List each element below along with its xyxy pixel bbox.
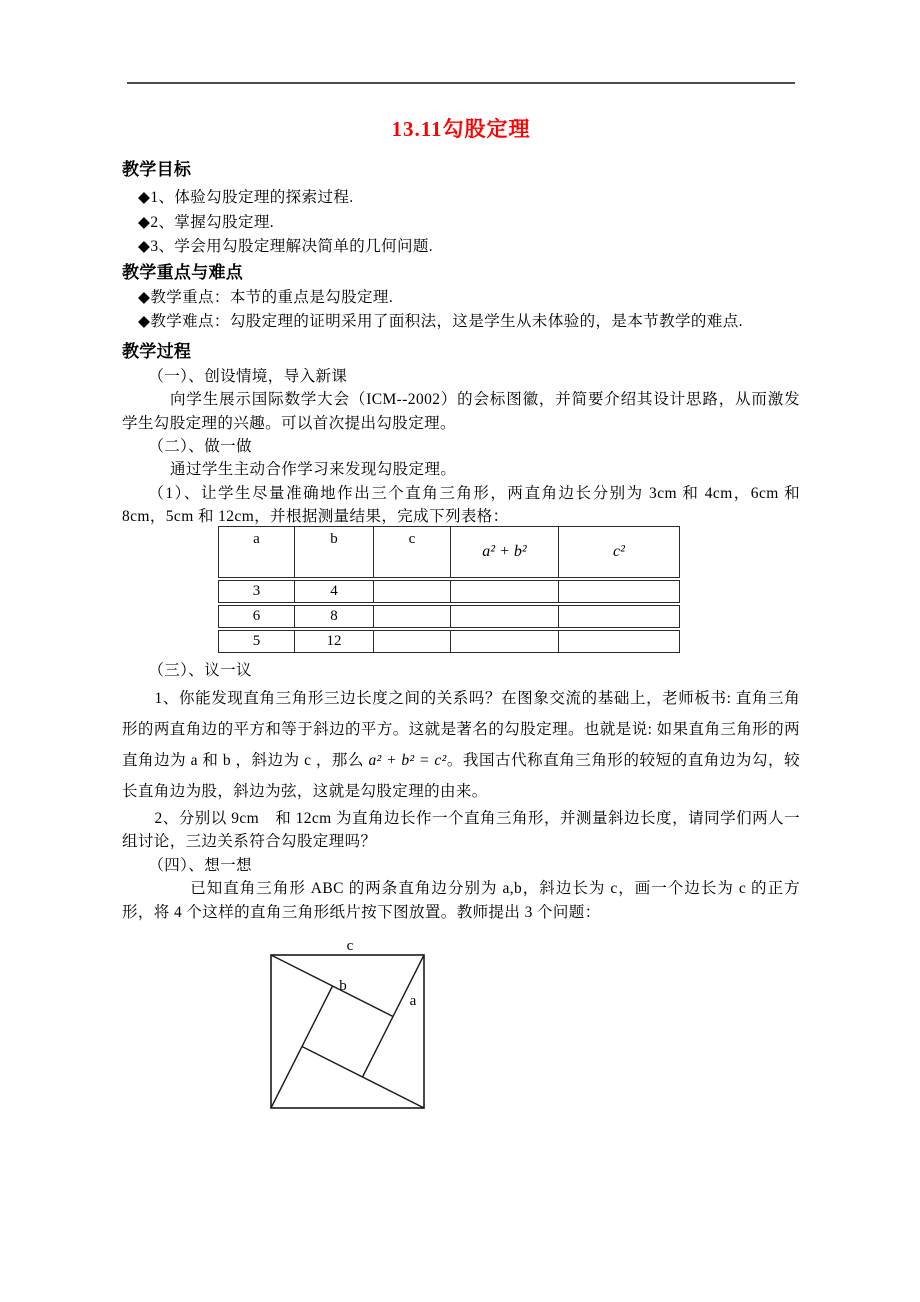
table-cell <box>559 579 680 604</box>
measurement-table <box>218 526 680 653</box>
label-side-c: c <box>346 938 354 955</box>
process-part4-title: （四）、想一想 <box>148 856 252 874</box>
triangle-leg-line <box>271 986 333 1108</box>
label-leg-b: b <box>339 978 347 995</box>
table-cell <box>559 604 680 629</box>
table-cell: 8 <box>295 604 374 629</box>
column-header-a: a <box>219 527 295 580</box>
table-row <box>219 604 680 629</box>
discuss-point-2: 2、分别以 9cm 和 12cm 为直角边长作一个直角三角形，并测量斜边长度，请同学们两人一组讨论，三边关系符合勾股定理吗？ <box>122 809 800 851</box>
discuss1-text-before: 1、你能发现直角三角形三边长度之间的关系吗？在图象交流的基础上，老师板书: 直角三角形的两直角边的平方和等于斜边的平方。这就是著名的勾股定理。也就是说: 如果直角三角形的两直角边为 a 和 b ，斜边为 c ，那么 <box>122 689 800 769</box>
discuss1-text-after: 。我国古代称直角三角形的较短的直角边为勾，较长直角边为股，斜边为弦，这就是勾股定理的由来。 <box>122 751 800 800</box>
process-part1-title: （一）、创设情境，导入新课 <box>148 368 348 386</box>
table-header-row <box>219 527 680 580</box>
triangle-leg-line <box>363 955 425 1077</box>
table-cell <box>451 604 559 629</box>
objective-item: ◆1、体验勾股定理的探索过程. <box>138 189 354 206</box>
table-cell: 5 <box>219 629 295 653</box>
label-leg-a: a <box>409 993 417 1010</box>
measurement-table-header <box>219 527 680 580</box>
outer-square <box>271 955 424 1108</box>
table-cell <box>451 629 559 653</box>
page-title: 13.11勾股定理 <box>391 117 531 141</box>
triangle-leg-line <box>302 1047 424 1109</box>
table-cell: 3 <box>219 579 295 604</box>
column-header-c2: c² <box>559 527 680 580</box>
pythagorean-formula: a² + b² = c² <box>368 751 447 769</box>
column-header-b: b <box>295 527 374 580</box>
table-row <box>219 629 680 653</box>
key-points-list <box>122 286 800 335</box>
objective-item: ◆3、学会用勾股定理解决简单的几何问题. <box>138 238 434 256</box>
process-part2-text: 通过学生主动合作学习来发现勾股定理。 <box>170 461 457 479</box>
discuss-point-1 <box>122 683 800 807</box>
process-part1-text: 向学生展示国际数学大会（ICM--2002）的会标图徽，并简要介绍其设计思路，从而激发学生勾股定理的兴趣。可以首次提出勾股定理。 <box>122 391 800 432</box>
key-points-heading: 教学重点与难点 <box>122 262 244 282</box>
process-part2-title: （二）、做一做 <box>148 438 252 456</box>
pythagorean-diagram <box>263 935 800 1117</box>
table-cell <box>451 579 559 604</box>
table-cell <box>559 629 680 653</box>
table-cell <box>374 629 451 653</box>
pinwheel-square-figure <box>263 935 438 1117</box>
objectives-heading: 教学目标 <box>122 160 192 179</box>
think-text: 已知直角三角形 ABC 的两条直角边分别为 a,b，斜边长为 c，画一个边长为 c 的正方形，将 4 个这样的直角三角形纸片按下图放置。教师提出 3 个问题： <box>122 880 800 922</box>
process-part3-title: （三）、议一议 <box>148 662 252 680</box>
document-content <box>122 0 800 1117</box>
column-header-a2b2: a² + b² <box>451 527 559 580</box>
key-point-item: ◆教学重点：本节的重点是勾股定理. <box>138 288 394 306</box>
table-cell <box>374 604 451 629</box>
table-row <box>219 579 680 604</box>
table-cell <box>374 579 451 604</box>
table-cell: 6 <box>219 604 295 629</box>
table-cell: 4 <box>295 579 374 604</box>
key-point-item: ◆教学难点：勾股定理的证明采用了面积法，这是学生从未体验的，是本节教学的难点. <box>138 313 743 331</box>
column-header-c: c <box>374 527 451 580</box>
objectives-list <box>122 186 800 260</box>
task1-text: （1）、让学生尽量准确地作出三个直角三角形，两直角边长分别为 3cm 和 4cm，6cm 和 8cm，5cm 和 12cm，并根据测量结果，完成下列表格： <box>122 484 800 525</box>
process-heading: 教学过程 <box>122 342 192 362</box>
objective-item: ◆2、掌握勾股定理. <box>138 213 275 231</box>
table-cell: 12 <box>295 629 374 653</box>
